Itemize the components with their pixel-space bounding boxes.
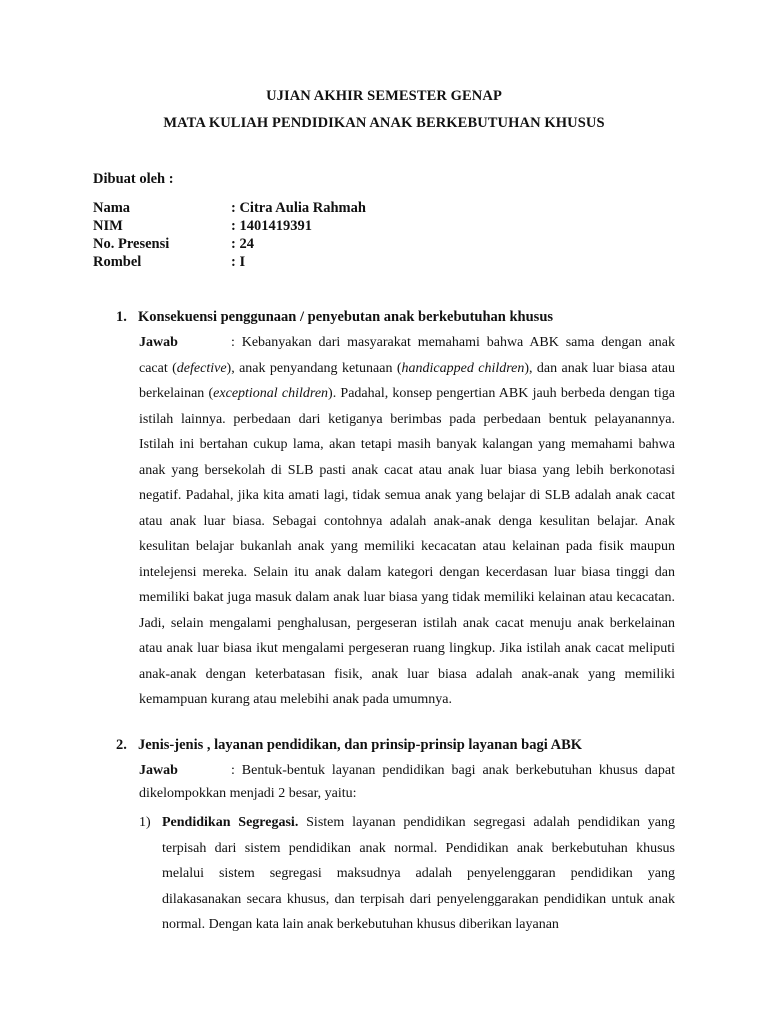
info-value: : 1401419391	[231, 218, 312, 234]
info-row-rombel	[93, 253, 366, 271]
question-1	[116, 309, 553, 326]
list-text	[162, 810, 675, 938]
list-number: 1)	[139, 815, 151, 830]
info-value: : 24	[231, 236, 254, 252]
author-heading: Dibuat oleh :	[93, 171, 174, 187]
answer-text: : Kebanyakan dari masyarakat memahami bahwa ABK sama dengan anak cacat (	[139, 335, 675, 376]
answer-text: ), dan anak luar biasa atau berkelainan (	[139, 360, 675, 401]
question-text: Jenis-jenis , layanan pendidikan, dan prinsip-prinsip layanan bagi ABK	[138, 737, 583, 753]
info-value: : I	[231, 254, 246, 270]
list-item-segregasi	[139, 810, 675, 938]
info-label: No. Presensi	[93, 236, 170, 252]
answer-2	[139, 759, 675, 805]
list-body: Sistem layanan pendidikan segregasi adalah pendidikan yang terpisah dari sistem pendidikan anak normal. Pendidikan anak berkebutuhan khusus melalui sistem segregasi maksudnya adalah penyelenggaran pendidikan yang dilakasanakan secara khusus, dan terpisah dari penyelenggarakan pendidikan untuk anak normal. Dengan kata lain anak berkebutuhan khusus diberikan layanan	[162, 815, 675, 932]
answer-term: defective	[176, 360, 227, 376]
answer-1	[139, 330, 675, 713]
info-label: NIM	[93, 218, 123, 234]
question-number: 1.	[116, 309, 127, 325]
answer-term: exceptional children	[213, 386, 329, 401]
info-row-presensi	[93, 235, 366, 253]
answer-text: ). Padahal, konsep pengertian ABK jauh berbeda dengan tiga istilah lainnya. perbedaan dari ketiganya berimbas pada perbedaan bentuk pelayanannya. Istilah ini bertahan cukup lama, akan tetapi masih banyak kalangan yang memahami bahwa anak yang bersekolah di SLB pasti anak cacat atau anak luar biasa yang lebih berkonotasi negatif. Padahal, jika kita amati lagi, tidak semua anak yang belajar di SLB adalah anak cacat atau anak luar biasa. Sebagai contohnya adalah anak-anak denga kesulitan belajar. Anak kesulitan belajar bukanlah anak yang memiliki kecacatan atau kelainan pada fisik maupun intelejensi mereka. Selain itu anak dalam kategori dengan kecerdasan luar biasa tinggi dan memiliki bakat juga masuk dalam anak luar biasa yang tidak memiliki kelainan atau kecacatan. Jadi, selain mengalami penghalusan, pergeseran istilah anak cacat menuju anak berkelainan atau anak luar biasa ikut mengalami pergeseran ruang lingkup. Jika istilah anak cacat meliputi anak-anak dengan keterbatasan fisik, anak luar biasa adalah anak-anak yang memiliki kemampuan kurang atau melebihi anak pada umumnya.	[139, 386, 675, 707]
question-text: Konsekuensi penggunaan / penyebutan anak berkebutuhan khusus	[138, 309, 554, 325]
question-2	[116, 737, 582, 754]
info-label: Rombel	[93, 254, 142, 270]
answer-text: ), anak penyandang ketunaan (	[226, 360, 402, 376]
course-title: MATA KULIAH PENDIDIKAN ANAK BERKEBUTUHAN KHUSUS	[163, 115, 605, 131]
info-value: : Citra Aulia Rahmah	[231, 200, 366, 216]
exam-title: UJIAN AKHIR SEMESTER GENAP	[266, 88, 502, 104]
jawab-label: Jawab	[139, 763, 178, 778]
info-row-nim	[93, 217, 366, 235]
answer-term: handicapped children	[401, 360, 525, 376]
info-row-nama	[93, 199, 366, 217]
answer-text: : Bentuk-bentuk layanan pendidikan bagi anak berkebutuhan khusus dapat dikelompokkan menjadi 2 besar, yaitu:	[139, 763, 675, 801]
question-number: 2.	[116, 737, 127, 753]
list-heading: Pendidikan Segregasi.	[162, 815, 299, 830]
info-label: Nama	[93, 200, 131, 216]
jawab-label: Jawab	[139, 335, 178, 350]
author-info	[93, 199, 366, 271]
